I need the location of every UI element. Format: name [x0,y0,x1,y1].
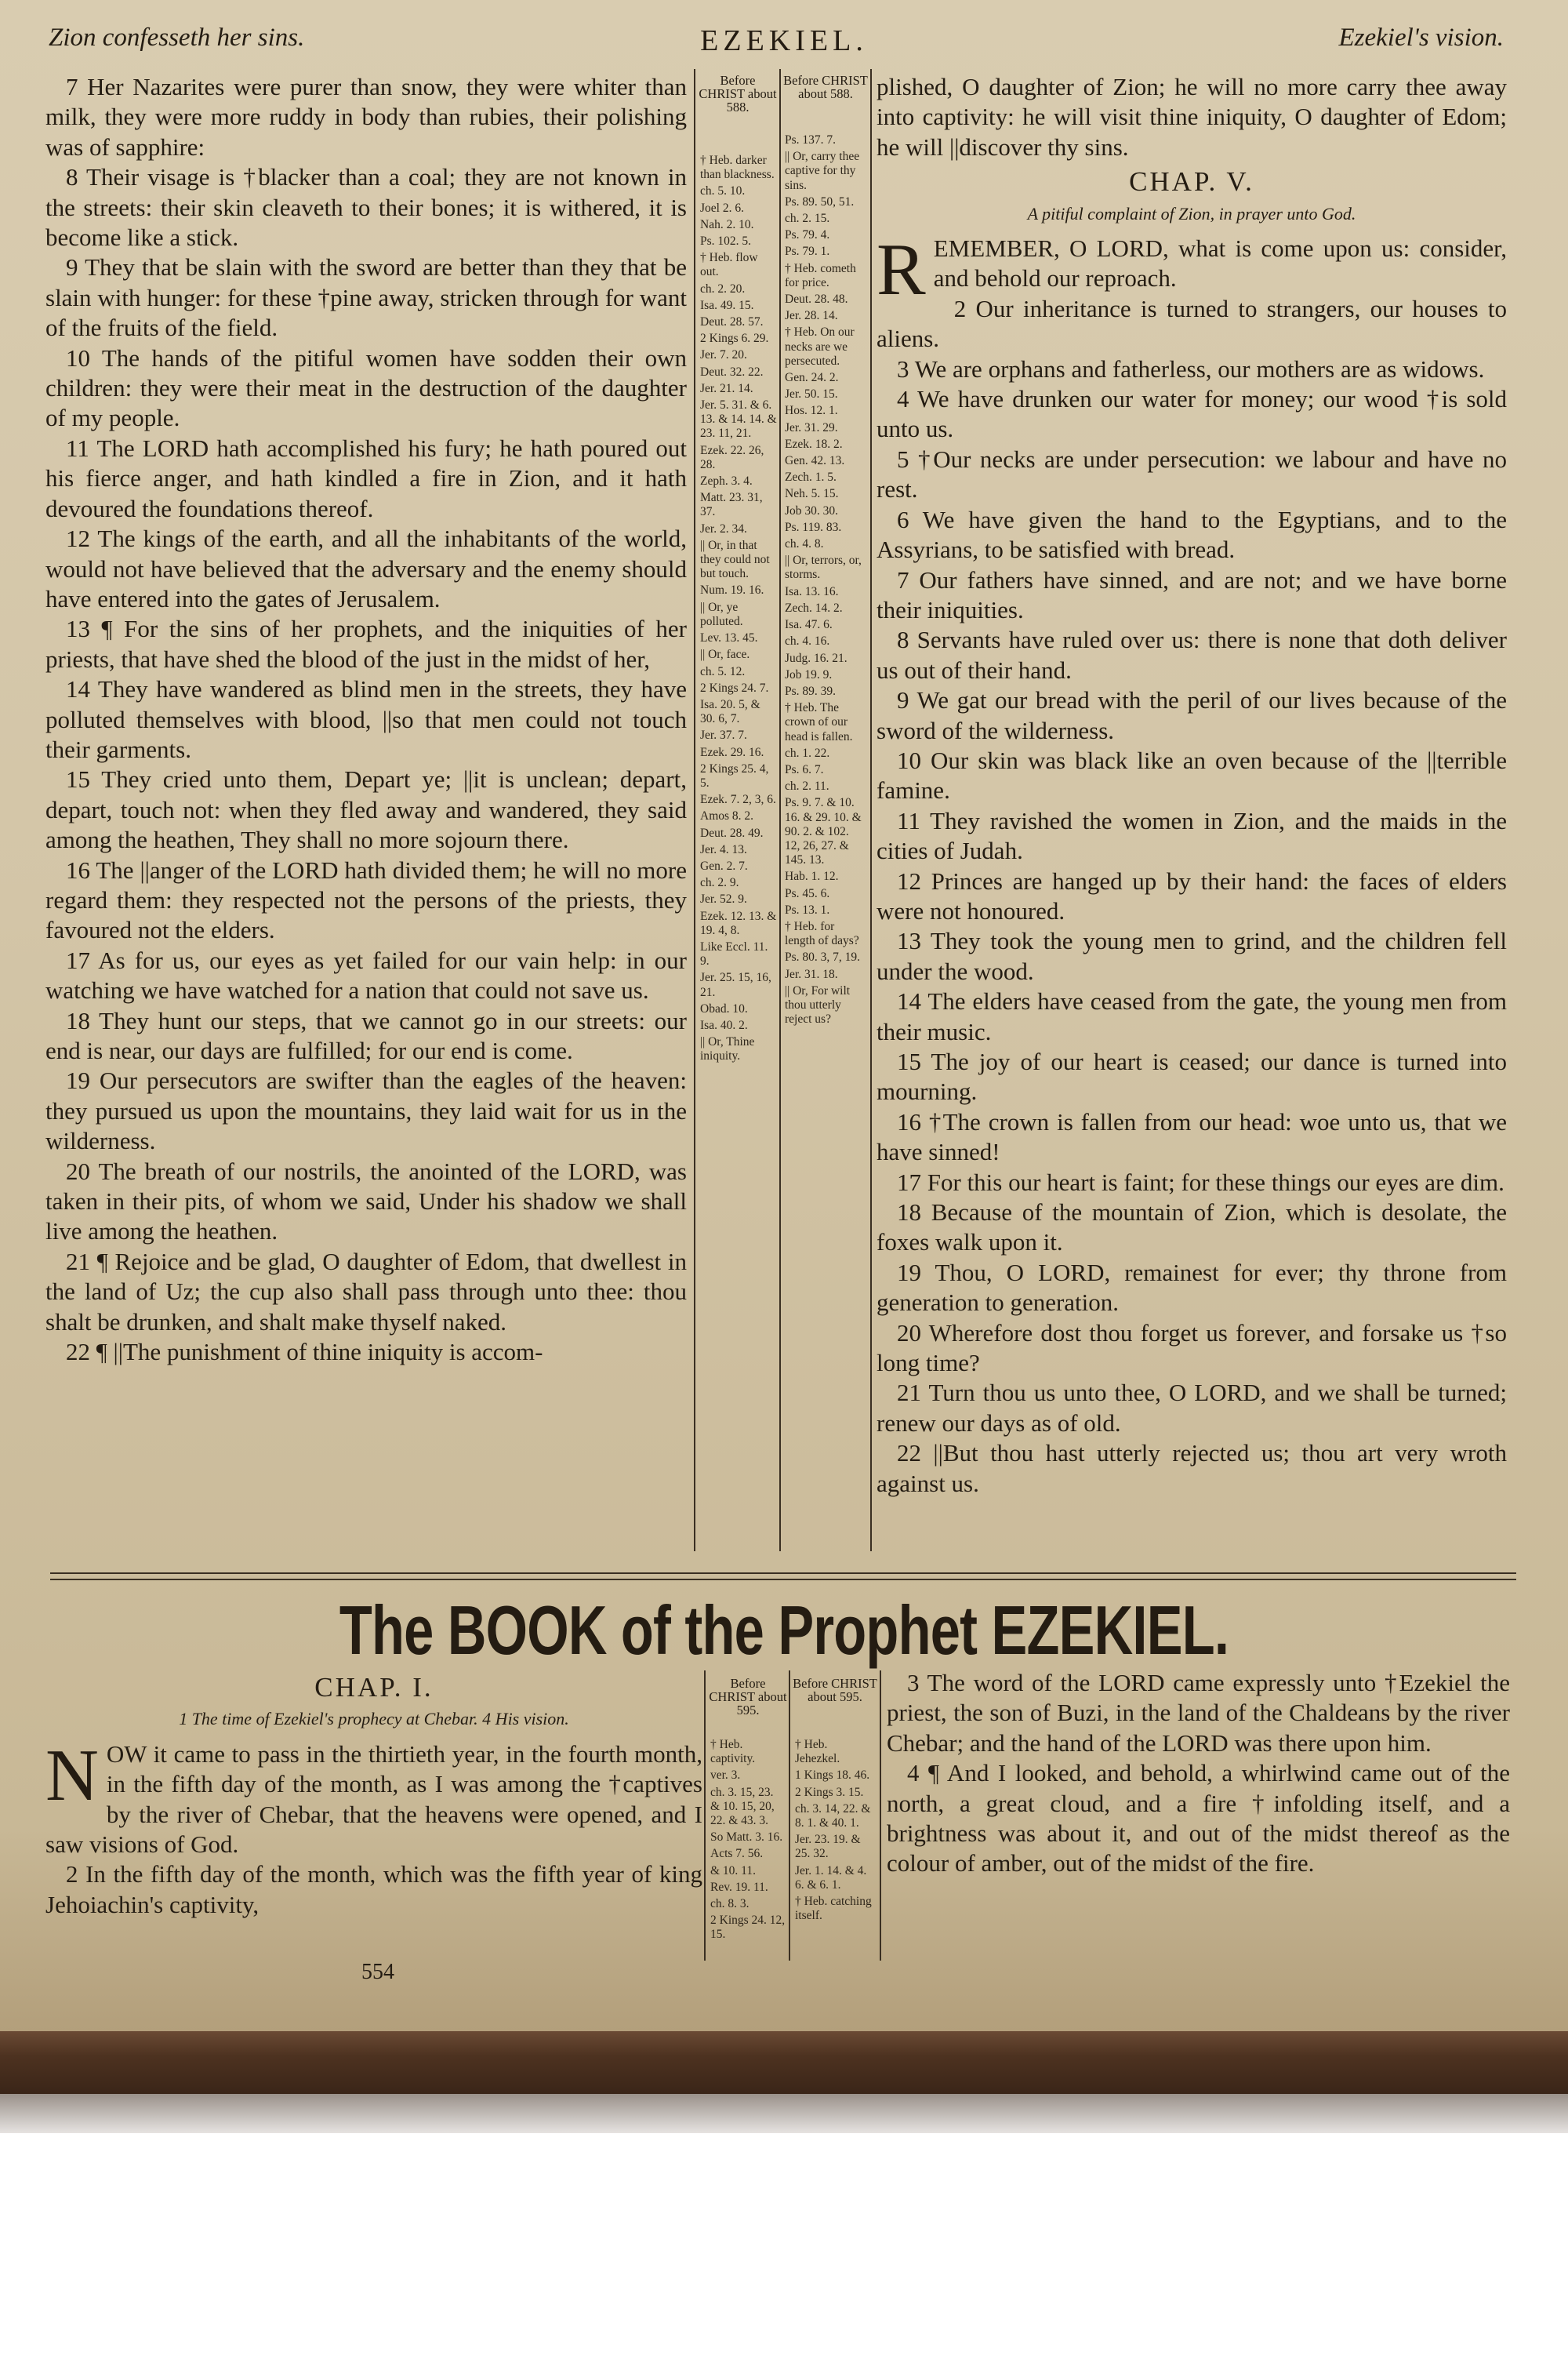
margin-note: Deut. 32. 22. [700,365,764,379]
margin-note: Ps. 89. 39. [785,684,837,698]
verse: 12 The kings of the earth, and all the inhabitants of the world, would not have believed that the adversary and the enemy should have entered into the gates of Jerusalem. [45,525,687,612]
margin-note: Num. 19. 16. [700,583,764,598]
margin-note: Acts 7. 56. [710,1847,764,1861]
margin-note: 2 Kings 24. 7. [700,681,769,695]
book-binding-edge [0,2031,1568,2094]
margin-note: Ps. 80. 3, 7, 19. [785,951,861,965]
margin-note: ch. 5. 10. [700,184,746,198]
margin-note: Zech. 1. 5. [785,471,837,485]
margin-note: Deut. 28. 49. [700,826,764,840]
margin-note: Isa. 49. 15. [700,298,754,312]
margin-note: † Heb. flow out. [700,251,758,279]
margin-note: † Heb. captivity. [710,1738,756,1766]
margin-note: Job 19. 9. [785,667,833,682]
marginal-references-right [785,133,865,1029]
margin-note: || Or, ye polluted. [700,600,743,628]
verse: 7 Her Nazarites were purer than snow, they were whiter than milk, they were more ruddy in body than rubies, their polishing was of sapphire: [45,73,687,161]
chapter-heading: CHAP. V. [1129,166,1254,198]
verse: 8 Their visage is †blacker than a coal; they are not known in the streets: their skin cleaveth to their bones; it is withered, it is become like a stick. [45,163,687,252]
verse: 18 They hunt our steps, that we cannot go in our streets: our end is near, our days are fulfilled; for our end is come. [45,1006,687,1064]
margin-note: Ps. 137. 7. [785,133,837,147]
verse: 2 In the fifth day of the month, which was the fifth year of king Jehoiachin's captivity, [45,1860,702,1918]
verse: 4 ¶ And I looked, and behold, a whirlwind came out of the north, a great cloud, and a fire †infolding itself, and a brightness was about it, and out of the midst thereof as the colour of amber, out of the midst of the fire. [887,1759,1510,1877]
before-christ-header: Before CHRIST about 588. [783,73,868,101]
margin-note: || Or, terrors, or, storms. [785,554,862,582]
verse: 14 They have wandered as blind men in the streets, they have polluted themselves with blood, ||so that men could not touch their garments. [45,675,687,763]
verse: 21 ¶ Rejoice and be glad, O daughter of Edom, that dwellest in the land of Uz; the cup also shall pass through unto thee: thou shalt be drunken, and shalt make thyself naked. [45,1247,687,1336]
margin-note: ch. 1. 22. [785,746,830,760]
margin-note: || Or, carry thee captive for thy sins. [785,150,860,192]
margin-note: Ps. 13. 1. [785,903,830,917]
margin-note: Isa. 20. 5, & 30. 6, 7. [700,697,760,726]
verse: 19 Our persecutors are swifter than the eagles of the heaven: they pursued us upon the mountains, they laid wait for us in the wilderness. [45,1067,687,1155]
margin-note: ch. 2. 20. [700,282,746,296]
margin-note: Ps. 89. 50, 51. [785,194,855,209]
margin-note: Obad. 10. [700,1001,748,1016]
margin-note: Jer. 31. 18. [785,967,838,981]
column-rule [789,1670,790,1961]
ezekiel-i-column-left [45,1668,702,1920]
margin-note: ver. 3. [710,1768,741,1783]
column-rule [779,69,781,1551]
margin-note: Ps. 79. 4. [785,228,830,242]
verse: 15 The joy of our heart is ceased; our dance is turned into mourning. [877,1048,1507,1106]
margin-note: Amos 8. 2. [700,809,754,823]
margin-note: Jer. 31. 29. [785,420,838,434]
margin-note: Jer. 2. 34. [700,522,747,536]
margin-note: † Heb. darker than blackness. [700,154,775,182]
margin-note: Zeph. 3. 4. [700,474,753,489]
margin-note: Jer. 50. 15. [785,387,838,402]
marginal-references-right [795,1738,873,1925]
verse: 12 Princes are hanged up by their hand: the faces of elders were not honoured. [877,867,1507,925]
margin-note: Ps. 45. 6. [785,886,830,900]
lamentations-iv-column [45,72,687,1367]
verse: 10 The hands of the pitiful women have sodden their own children: they were their meat in the destruction of the daughter of my people. [45,343,687,432]
margin-note: Rev. 19. 11. [710,1880,768,1894]
verse: 15 They cried unto them, Depart ye; ||it is unclean; depart, depart, touch not: when they fled away and wandered, they said among the heathen, They shall no more sojourn there. [45,765,687,854]
margin-note: Judg. 16. 21. [785,651,848,665]
verse: 22 ¶ ||The punishment of thine iniquity is accom- [66,1338,543,1366]
margin-note: Zech. 14. 2. [785,601,843,615]
first-verse-text: OW it came to pass in the thirtieth year, in the fourth month, in the fifth day of the month, as I was among the †captives by the river of Chebar, that the heavens were opened, and I saw visions of God. [45,1739,702,1859]
verse: 3 We are orphans and fatherless, our mothers are as widows. [897,354,1485,383]
column-rule [694,69,695,1551]
margin-note: 1 Kings 18. 46. [795,1768,870,1783]
margin-note: † Heb. catching itself. [795,1895,872,1923]
verse: 22 ||But thou hast utterly rejected us; thou art very wroth against us. [877,1439,1507,1497]
running-head-right: Ezekiel's vision. [1338,24,1504,52]
margin-note: Nah. 2. 10. [700,217,754,231]
margin-note: || Or, Thine iniquity. [700,1035,755,1063]
verse: 19 Thou, O LORD, remainest for ever; thy throne from generation to generation. [877,1258,1507,1317]
margin-note: Ps. 79. 1. [785,245,830,259]
verse: 9 They that be slain with the sword are better than they that be slain with hunger: for these †pine away, stricken through for want of the fruits of the field. [45,253,687,342]
margin-note: Isa. 40. 2. [700,1018,748,1032]
margin-note: Ezek. 22. 26, 28. [700,443,764,471]
margin-note: Ezek. 29. 16. [700,745,764,759]
margin-note: ch. 3. 15, 23. & 10. 15, 20, 22. & 43. 3. [710,1785,775,1828]
margin-note: ch. 2. 9. [700,876,739,890]
lamentations-v-column [877,72,1507,1499]
margin-note: Jer. 5. 31. & 6. 13. & 14. 14. & 23. 11, 21. [700,398,777,441]
before-christ-header: Before CHRIST about 595. [793,1676,877,1704]
marginal-references-left [700,154,777,1067]
margin-note: 2 Kings 24. 12, 15. [710,1914,786,1942]
margin-note: Ps. 6. 7. [785,762,824,776]
verse: 13 ¶ For the sins of her prophets, and the iniquities of her priests, that have shed the blood of the just in the midst of her, [45,615,687,673]
first-verse [877,229,1507,311]
verse: 20 Wherefore dost thou forget us forever, and forsake us †so long time? [877,1318,1507,1377]
margin-note: Jer. 25. 15, 16, 21. [700,971,771,999]
verse: 13 They took the young men to grind, and the children fell under the wood. [877,927,1507,985]
margin-note: Deut. 28. 57. [700,315,764,329]
margin-note: Jer. 4. 13. [700,842,747,856]
ezekiel-i-column-right [887,1668,1510,1879]
margin-note: † Heb. On our necks are we persecuted. [785,325,855,368]
margin-note: Jer. 28. 14. [785,309,838,323]
margin-note: † Heb. The crown of our head is fallen. [785,701,853,743]
book-title: The BOOK of the Prophet EZEKIEL. [339,1591,1229,1669]
margin-note: Jer. 21. 14. [700,381,753,395]
margin-note: ch. 8. 3. [710,1897,750,1911]
margin-note: Joel 2. 6. [700,201,744,215]
verse: 7 Our fathers have sinned, and are not; and we have borne their iniquities. [877,565,1507,623]
page-number: 554 [361,1960,394,1984]
first-verse-text: EMEMBER, O LORD, what is come upon us: consider, and behold our reproach. [933,234,1507,293]
chapter-heading: CHAP. I. [314,1672,434,1703]
margin-note: Jer. 7. 20. [700,348,747,362]
verse: 11 They ravished the women in Zion, and the maids in the cities of Judah. [877,806,1507,865]
margin-note: Jer. 23. 19. & 25. 32. [795,1833,861,1861]
margin-note: Isa. 13. 16. [785,584,839,598]
running-head-left: Zion confesseth her sins. [49,24,305,52]
margin-note: Jer. 52. 9. [700,892,747,907]
drop-cap: R [877,229,926,311]
margin-note: † Heb. cometh for price. [785,261,856,289]
margin-note: ch. 4. 16. [785,634,830,649]
margin-note: Ezek. 18. 2. [785,437,843,451]
margin-note: 2 Kings 25. 4, 5. [700,761,769,790]
margin-note: Hos. 12. 1. [785,404,838,418]
column-rule [870,69,872,1551]
margin-note: † Heb. for length of days? [785,919,859,948]
verse: 17 For this our heart is faint; for these things our eyes are dim. [897,1168,1504,1196]
margin-note: Gen. 2. 7. [700,859,748,873]
column-rule [704,1670,706,1961]
verse: 21 Turn thou us unto thee, O LORD, and we shall be turned; renew our days as of old. [877,1379,1507,1437]
margin-note: || Or, in that they could not but touch. [700,538,770,581]
margin-note: ch. 3. 14, 22. & 8. 1. & 40. 1. [795,1801,871,1830]
margin-note: || Or, For wilt thou utterly reject us? [785,983,851,1027]
verse: 6 We have given the hand to the Egyptians, and to the Assyrians, to be satisfied with bread. [877,505,1507,564]
margin-note: † Heb. Jehezkel. [795,1738,840,1766]
before-christ-header: Before CHRIST about 588. [699,73,777,114]
margin-note: Lev. 13. 45. [700,631,758,645]
verse: 16 The ||anger of the LORD hath divided them; he will no more regard them: they respected not the persons of the priests, they favoured not the elders. [45,856,687,944]
verse: 20 The breath of our nostrils, the anointed of the LORD, was taken in their pits, of whom we said, Under his shadow we shall live among the heathen. [45,1157,687,1245]
verse: 17 As for us, our eyes as yet failed for our vain help: in our watching we have watched for a nation that could not save us. [45,946,687,1005]
margin-note: Jer. 1. 14. & 4. 6. & 6. 1. [795,1863,867,1892]
margin-note: Ps. 119. 83. [785,520,842,534]
margin-note: Ezek. 12. 13. & 19. 4, 8. [700,909,777,937]
margin-note: Hab. 1. 12. [785,870,839,884]
margin-note: 2 Kings 3. 15. [795,1785,864,1799]
margin-note: Jer. 37. 7. [700,729,747,743]
margin-note: Ezek. 7. 2, 3, 6. [700,793,776,807]
margin-note: ch. 2. 15. [785,212,830,226]
margin-note: Gen. 42. 13. [785,454,845,468]
verse: 8 Servants have ruled over us: there is none that doth deliver us out of their hand. [877,626,1507,684]
marginal-references-left [710,1738,786,1945]
margin-note: Gen. 24. 2. [785,371,839,385]
chapter-summary: A pitiful complaint of Zion, in prayer unto God. [1027,203,1356,224]
running-head-center: EZEKIEL. [700,24,868,57]
margin-note: || Or, face. [700,648,750,662]
margin-note: ch. 5. 12. [700,664,746,678]
verse: 10 Our skin was black like an oven because of the ||terrible famine. [877,746,1507,805]
margin-note: ch. 4. 8. [785,537,824,551]
chapter-summary: 1 The time of Ezekiel's prophecy at Chebar. 4 His vision. [179,1709,569,1729]
verse: 4 We have drunken our water for money; our wood †is sold unto us. [877,385,1507,443]
margin-note: Ps. 102. 5. [700,234,752,249]
margin-note: Like Eccl. 11. 9. [700,940,768,969]
margin-note: Matt. 23. 31, 37. [700,491,763,519]
verse: 9 We gat our bread with the peril of our lives because of the sword of the wilderness. [877,686,1507,744]
margin-note: & 10. 11. [710,1863,756,1877]
margin-note: Deut. 28. 48. [785,293,848,307]
background-shadow [0,2094,1568,2133]
margin-note: Job 30. 30. [785,503,839,518]
verse: 3 The word of the LORD came expressly unto †Ezekiel the priest, the son of Buzi, in the land of the Chaldeans by the river Chebar; and the hand of the LORD was there upon him. [887,1669,1510,1757]
verse: 11 The LORD hath accomplished his fury; he hath poured out his fierce anger, and hath kindled a fire in Zion, and it hath devoured the foundations thereof. [45,434,687,522]
margin-note: So Matt. 3. 16. [710,1830,783,1845]
margin-note: ch. 2. 11. [785,780,829,794]
first-verse [45,1734,702,1860]
margin-note: Isa. 47. 6. [785,618,833,632]
verse: 5 †Our necks are under persecution: we labour and have no rest. [877,445,1507,503]
section-divider [50,1572,1516,1574]
margin-note: Neh. 5. 15. [785,487,839,501]
verse: 2 Our inheritance is turned to strangers, our houses to aliens. [877,294,1507,353]
verse: 16 †The crown is fallen from our head: woe unto us, that we have sinned! [877,1107,1507,1166]
before-christ-header: Before CHRIST about 595. [709,1676,787,1717]
drop-cap: N [45,1734,99,1816]
verse: 18 Because of the mountain of Zion, which is desolate, the foxes walk upon it. [877,1198,1507,1256]
verse-continuation: plished, O daughter of Zion; he will no more carry thee away into captivity: he will visit thine iniquity, O daughter of Edom; he will ||discover thy sins. [877,73,1507,161]
column-rule [880,1670,881,1961]
margin-note: 2 Kings 6. 29. [700,332,769,346]
section-divider [50,1579,1516,1580]
margin-note: Ps. 9. 7. & 10. 16. & 29. 10. & 90. 2. & 102. 12, 26, 27. & 145. 13. [785,796,862,867]
verse: 14 The elders have ceased from the gate, the young men from their music. [877,987,1507,1045]
